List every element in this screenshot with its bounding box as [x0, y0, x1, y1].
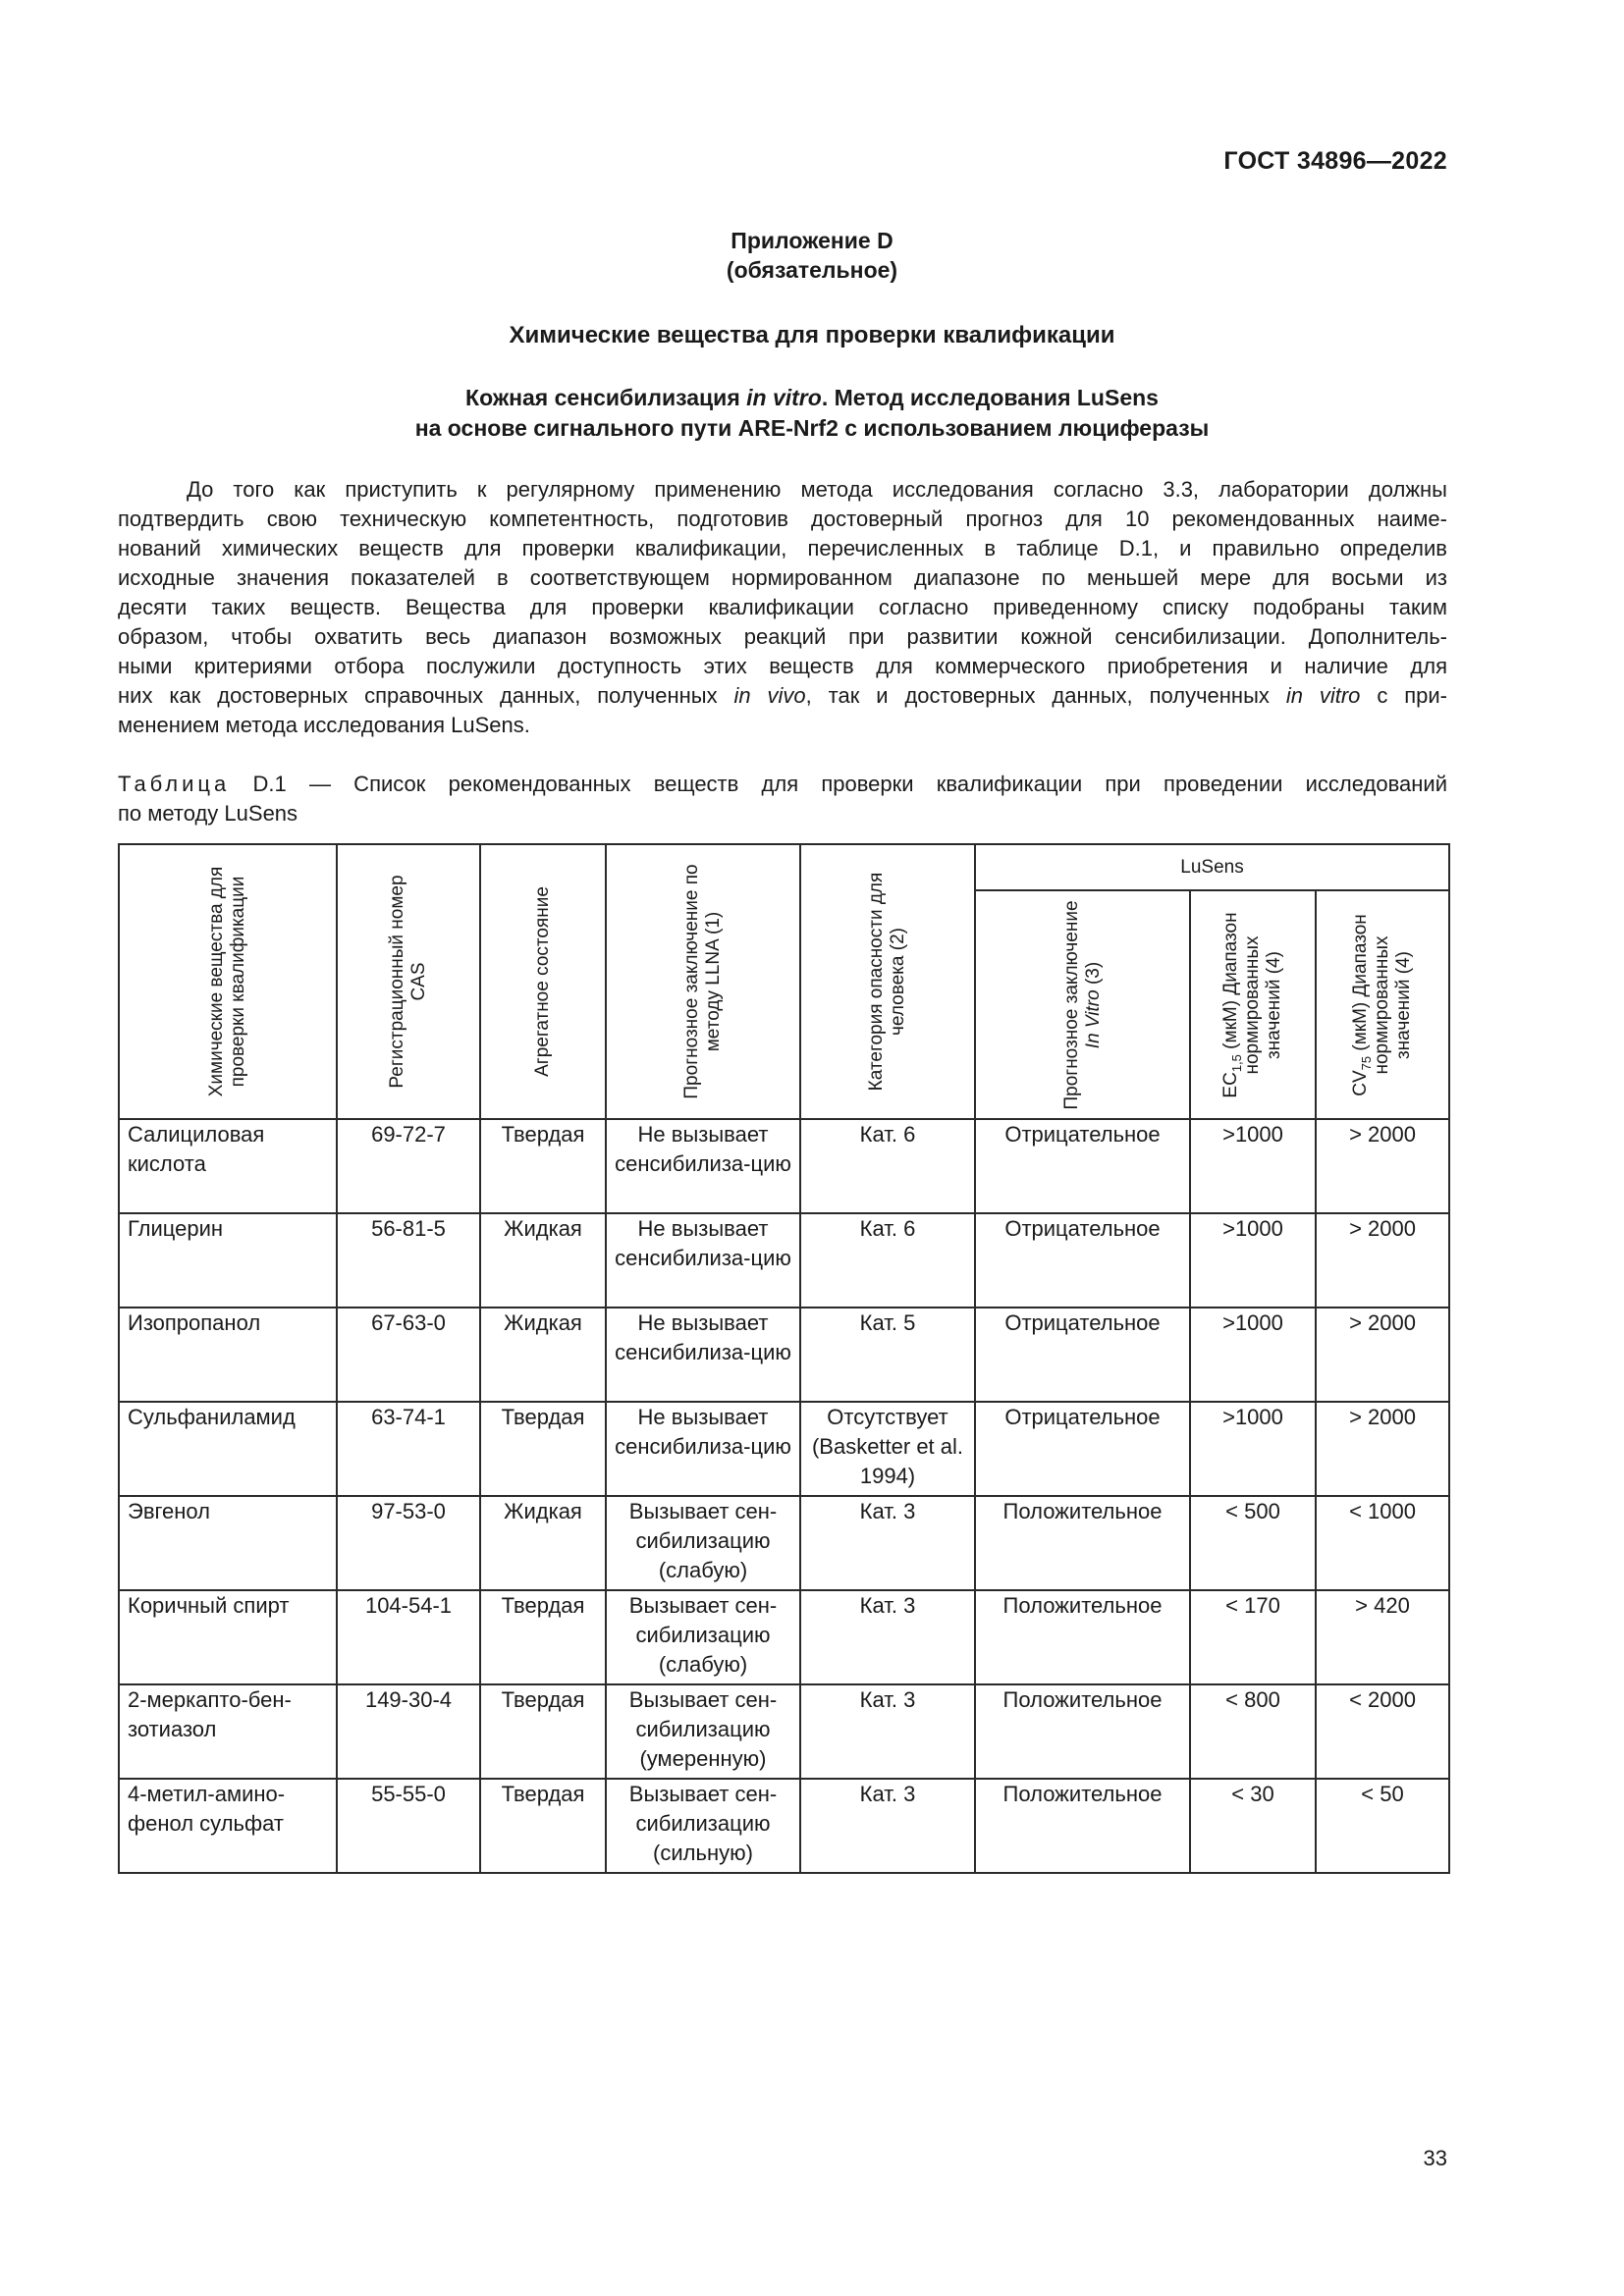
cell-cv: < 2000 — [1316, 1684, 1449, 1779]
header-part: (мкМ) Диапазон нормированных значений (4) — [1220, 911, 1284, 1075]
table-row — [119, 1213, 1449, 1308]
header-subscript: 75 — [1358, 1055, 1374, 1070]
intro-line: исходные значения показателей в соответствующем нормированном диапазоне по меньшей мере для восьми из — [118, 565, 1447, 590]
intro-line: подтвердить свою техническую компетентность, подготовив достоверный прогноз для 10 рекомендованных наиме- — [118, 507, 1447, 531]
cell-cas: 69-72-7 — [337, 1119, 480, 1213]
cell-substance: Салициловая кислота — [119, 1119, 337, 1213]
intro-text: , так и достоверных данных, полученных — [805, 683, 1286, 708]
cell-invitro: Отрицательное — [975, 1213, 1190, 1308]
document-code: ГОСТ 34896—2022 — [1223, 147, 1447, 175]
page-number: 33 — [1423, 2146, 1447, 2170]
cell-llna: Не вызывает сенсибилиза-цию — [606, 1308, 800, 1402]
cell-hazard: Кат. 5 — [800, 1308, 975, 1402]
header-text: Категория опасности для человека (2) — [866, 872, 908, 1092]
intro-paragraph — [118, 475, 1447, 740]
cell-llna: Не вызывает сенсибилиза-цию — [606, 1402, 800, 1496]
subtitle-line-2: на основе сигнального пути ARE-Nrf2 с использованием люциферазы — [414, 415, 1210, 441]
cell-llna: Вызывает сен-сибилизацию (слабую) — [606, 1590, 800, 1684]
intro-text: них как достоверных справочных данных, полученных — [118, 683, 734, 708]
cell-hazard: Кат. 3 — [800, 1590, 975, 1684]
caption-line: по методу LuSens — [118, 801, 298, 826]
caption-line — [118, 770, 1447, 799]
annex-status: (обязательное) — [726, 257, 898, 283]
cell-substance: Глицерин — [119, 1213, 337, 1308]
cell-cas: 63-74-1 — [337, 1402, 480, 1496]
cell-cv: < 1000 — [1316, 1496, 1449, 1590]
substances-table — [118, 843, 1450, 1874]
cell-cv: > 420 — [1316, 1590, 1449, 1684]
header-part: (мкМ) Диапазон нормированных значений (4) — [1350, 913, 1415, 1075]
header-llna — [606, 844, 800, 1119]
header-part: CV — [1350, 1069, 1372, 1096]
table-row — [119, 1308, 1449, 1402]
header-cas — [337, 844, 480, 1119]
table-row — [119, 1684, 1449, 1779]
cell-llna: Вызывает сен-сибилизацию (умеренную) — [606, 1684, 800, 1779]
cell-substance: 4-метил-амино-фенол сульфат — [119, 1779, 337, 1873]
cell-invitro: Положительное — [975, 1590, 1190, 1684]
cell-ec: < 800 — [1190, 1684, 1316, 1779]
cell-state: Твердая — [480, 1779, 606, 1873]
header-hazard — [800, 844, 975, 1119]
cell-state: Жидкая — [480, 1496, 606, 1590]
intro-text: с при- — [1360, 683, 1447, 708]
caption-text: D.1 — Список рекомендованных веществ для проверки квалификации при проведении исследований — [230, 772, 1447, 796]
cell-state: Твердая — [480, 1590, 606, 1684]
cell-substance: Коричный спирт — [119, 1590, 337, 1684]
caption-prefix: Таблица — [118, 772, 231, 796]
cell-llna: Вызывает сен-сибилизацию (слабую) — [606, 1496, 800, 1590]
cell-invitro: Отрицательное — [975, 1308, 1190, 1402]
cell-state: Жидкая — [480, 1308, 606, 1402]
cell-invitro: Отрицательное — [975, 1119, 1190, 1213]
cell-substance: 2-меркапто-бен-зотиазол — [119, 1684, 337, 1779]
intro-line: нований химических веществ для проверки квалификации, перечисленных в таблице D.1, и правильно определив — [118, 536, 1447, 561]
cell-hazard: Кат. 6 — [800, 1119, 975, 1213]
subtitle-prefix: Кожная сенсибилизация — [465, 385, 747, 410]
cell-ec: < 30 — [1190, 1779, 1316, 1873]
cell-cas: 55-55-0 — [337, 1779, 480, 1873]
cell-invitro: Положительное — [975, 1496, 1190, 1590]
cell-cv: > 2000 — [1316, 1308, 1449, 1402]
section-title: Химические вещества для проверки квалификации — [509, 322, 1115, 348]
cell-cas: 104-54-1 — [337, 1590, 480, 1684]
cell-hazard: Кат. 3 — [800, 1496, 975, 1590]
cell-llna: Не вызывает сенсибилиза-цию — [606, 1213, 800, 1308]
cell-cas: 149-30-4 — [337, 1684, 480, 1779]
header-text: Регистрационный номер CAS — [387, 875, 429, 1089]
cell-substance: Изопропанол — [119, 1308, 337, 1402]
header-lusens: LuSens — [975, 844, 1449, 890]
annex-title: Приложение D — [731, 228, 893, 253]
intro-line: ными критериями отбора послужили доступность этих веществ для коммерческого приобретения и наличие для — [118, 654, 1447, 678]
table-row — [119, 1402, 1449, 1496]
cell-llna: Не вызывает сенсибилиза-цию — [606, 1119, 800, 1213]
cell-state: Твердая — [480, 1684, 606, 1779]
cell-cv: < 50 — [1316, 1779, 1449, 1873]
intro-line: образом, чтобы охватить весь диапазон возможных реакций при развитии кожной сенсибилизации. Дополнитель- — [118, 624, 1447, 649]
header-text: Агрегатное состояние — [532, 886, 553, 1077]
cell-substance: Сульфаниламид — [119, 1402, 337, 1496]
header-italic: In Vitro — [1082, 988, 1104, 1048]
header-text — [1061, 897, 1105, 1113]
cell-ec: >1000 — [1190, 1402, 1316, 1496]
cell-invitro: Положительное — [975, 1779, 1190, 1873]
cell-hazard: Кат. 3 — [800, 1684, 975, 1779]
header-substance — [119, 844, 337, 1119]
header-part: (3) — [1082, 961, 1104, 989]
intro-line: До того как приступить к регулярному применению метода исследования согласно 3.3, лаборатории должны — [187, 477, 1447, 502]
table-header-row — [119, 844, 1449, 890]
intro-line: менением метода исследования LuSens. — [118, 713, 530, 737]
header-cv — [1316, 890, 1449, 1119]
cell-cas: 97-53-0 — [337, 1496, 480, 1590]
header-ec — [1190, 890, 1316, 1119]
cell-state: Твердая — [480, 1402, 606, 1496]
cell-cas: 56-81-5 — [337, 1213, 480, 1308]
table-row — [119, 1590, 1449, 1684]
cell-cv: > 2000 — [1316, 1213, 1449, 1308]
subtitle-line-1 — [0, 385, 1624, 411]
cell-state: Жидкая — [480, 1213, 606, 1308]
header-subscript: 1,5 — [1228, 1053, 1244, 1072]
cell-invitro: Отрицательное — [975, 1402, 1190, 1496]
header-part: Прогнозное заключение — [1060, 899, 1082, 1110]
header-text — [1220, 897, 1285, 1113]
intro-line — [118, 681, 1447, 711]
subtitle-italic: in vitro — [746, 385, 822, 410]
cell-ec: < 500 — [1190, 1496, 1316, 1590]
table-caption — [118, 770, 1447, 828]
header-part: EC — [1220, 1071, 1241, 1098]
cell-cv: > 2000 — [1316, 1402, 1449, 1496]
cell-state: Твердая — [480, 1119, 606, 1213]
cell-hazard: Кат. 6 — [800, 1213, 975, 1308]
table-row — [119, 1119, 1449, 1213]
header-text: Химические вещества для проверки квалификации — [206, 866, 248, 1097]
header-invitro — [975, 890, 1190, 1119]
cell-invitro: Положительное — [975, 1684, 1190, 1779]
cell-ec: >1000 — [1190, 1213, 1316, 1308]
cell-llna: Вызывает сен-сибилизацию (сильную) — [606, 1779, 800, 1873]
header-text: Прогнозное заключение по методу LLNA (1) — [681, 864, 724, 1099]
cell-cas: 67-63-0 — [337, 1308, 480, 1402]
intro-italic: in vivo — [733, 683, 806, 708]
table-row — [119, 1779, 1449, 1873]
intro-italic: in vitro — [1285, 683, 1361, 708]
table-row — [119, 1496, 1449, 1590]
cell-ec: >1000 — [1190, 1119, 1316, 1213]
cell-hazard: Отсутствует (Basketter et al. 1994) — [800, 1402, 975, 1496]
cell-hazard: Кат. 3 — [800, 1779, 975, 1873]
cell-cv: > 2000 — [1316, 1119, 1449, 1213]
subtitle-suffix: . Метод исследования LuSens — [821, 385, 1159, 410]
cell-substance: Эвгенол — [119, 1496, 337, 1590]
header-state — [480, 844, 606, 1119]
header-text — [1350, 897, 1415, 1113]
cell-ec: < 170 — [1190, 1590, 1316, 1684]
cell-ec: >1000 — [1190, 1308, 1316, 1402]
intro-line: десяти таких веществ. Вещества для проверки квалификации согласно приведенному списку подобраны таким — [118, 595, 1447, 619]
